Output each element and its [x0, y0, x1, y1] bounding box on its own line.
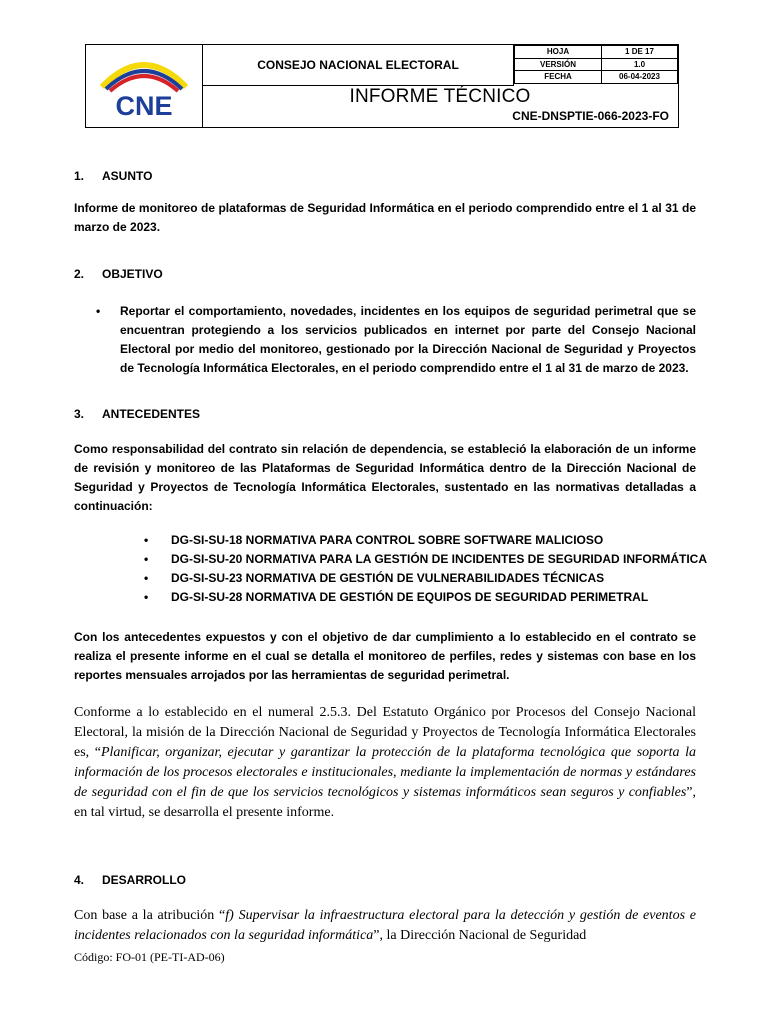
normativa-text: DG-SI-SU-18 NORMATIVA PARA CONTROL SOBRE SOFTWARE MALICIOSO: [171, 533, 604, 547]
objetivo-text: Reportar el comportamiento, novedades, incidentes en los equipos de seguridad perimetral que se encuentran protegiendo a los servicios publicados en internet por parte del Consejo Nacional Electoral por medio del monitoreo, gestionado por la Dirección Nacional de Seguridad y Proyectos de Tecnología Informática Electorales, en el periodo comprendido entre el 1 al 31 de marzo de 2023.: [120, 304, 696, 375]
desarrollo-text: Con base a la atribución “: [74, 908, 226, 923]
desarrollo-text-end: ”, la Dirección Nacional de Seguridad: [373, 928, 587, 943]
section-number: 1.: [74, 169, 85, 183]
document-header: [85, 44, 679, 128]
antecedentes-intro: Como responsabilidad del contrato sin relación de dependencia, se estableció la elaboración de un informe de revisión y monitoreo de las Plataformas de Seguridad Informática dentro de la Dirección Nacional de Seguridad y Proyectos de Tecnología Informática Electorales, sustentado en las normativas detalladas a continuación:: [74, 442, 696, 513]
logo-text: CNE: [115, 91, 173, 121]
asunto-text: Informe de monitoreo de plataformas de Seguridad Informática en el periodo comprendido entre el 1 al 31 de marzo de 2023.: [74, 201, 696, 234]
meta-value: 1.0: [602, 58, 678, 71]
bullet-icon: •: [144, 552, 149, 566]
section-title: ANTECEDENTES: [102, 407, 201, 421]
conforme-paragraph: [74, 703, 696, 823]
bullet-icon: •: [96, 304, 101, 318]
section-heading-asunto: [74, 169, 152, 183]
conforme-text-end: ”, en tal virtud, se desarrolla el presente informe.: [74, 785, 696, 820]
list-item: [144, 590, 648, 604]
section-heading-antecedentes: [74, 407, 200, 421]
section-heading-objetivo: [74, 267, 163, 281]
meta-key: FECHA: [515, 71, 602, 84]
bullet-icon: •: [144, 590, 149, 604]
cne-logo-icon: [86, 45, 202, 127]
section-number: 4.: [74, 873, 85, 887]
section-heading-desarrollo: [74, 873, 186, 887]
desarrollo-quote: f) Supervisar la infraestructura electoral para la detección y gestión de eventos e incidentes relacionados con la seguridad informática: [74, 908, 696, 943]
document-code: CNE-DNSPTIE-066-2023-FO: [512, 109, 669, 123]
normativa-text: DG-SI-SU-23 NORMATIVA DE GESTIÓN DE VULNERABILIDADES TÉCNICAS: [171, 571, 605, 585]
section-number: 3.: [74, 407, 85, 421]
footer-code: Código: FO-01 (PE-TI-AD-06): [74, 950, 225, 964]
meta-key: HOJA: [515, 46, 602, 59]
objetivo-bullet: [96, 302, 696, 378]
list-item: [144, 571, 604, 585]
cne-logo: [86, 45, 203, 127]
bullet-icon: •: [144, 571, 149, 585]
normativa-text: DG-SI-SU-28 NORMATIVA DE GESTIÓN DE EQUIPOS DE SEGURIDAD PERIMETRAL: [171, 590, 649, 604]
conforme-text: Conforme a lo establecido en el numeral 2.5.3. Del Estatuto Orgánico por Procesos del Consejo Nacional Electoral, la misión de la Dirección Nacional de Seguridad y Proyectos de Tecnología Informática Electorales es, “: [74, 705, 696, 760]
document-meta-table: [514, 45, 678, 84]
normativa-text: DG-SI-SU-20 NORMATIVA PARA LA GESTIÓN DE INCIDENTES DE SEGURIDAD INFORMÁTICA: [171, 552, 708, 566]
meta-value: 1 DE 17: [602, 46, 678, 59]
desarrollo-paragraph: [74, 906, 696, 946]
document-title: INFORME TÉCNICO: [349, 86, 531, 107]
section-title: ASUNTO: [102, 169, 153, 183]
meta-value: 06-04-2023: [602, 71, 678, 84]
meta-key: VERSIÓN: [515, 58, 602, 71]
section-title: DESARROLLO: [102, 873, 186, 887]
section-title: OBJETIVO: [102, 267, 163, 281]
bullet-icon: •: [144, 533, 149, 547]
section-number: 2.: [74, 267, 85, 281]
organization-name: CONSEJO NACIONAL ELECTORAL: [203, 45, 514, 86]
antecedentes-after: Con los antecedentes expuestos y con el objetivo de dar cumplimiento a lo establecido en el contrato se realiza el presente informe en el cual se detalla el monitoreo de perfiles, redes y sistemas con base en los reportes mensuales arrojados por las herramientas de seguridad perimetral.: [74, 630, 696, 682]
list-item: [144, 552, 707, 566]
list-item: [144, 533, 603, 547]
conforme-quote: Planificar, organizar, ejecutar y garantizar la protección de la plataforma tecnológica que soporta la información de los procesos electorales e institucionales, mediante la implementación de normas y estándares de seguridad con el fin de que los servicios tecnológicos y sistemas informáticos sean seguros y confiables: [74, 745, 696, 800]
